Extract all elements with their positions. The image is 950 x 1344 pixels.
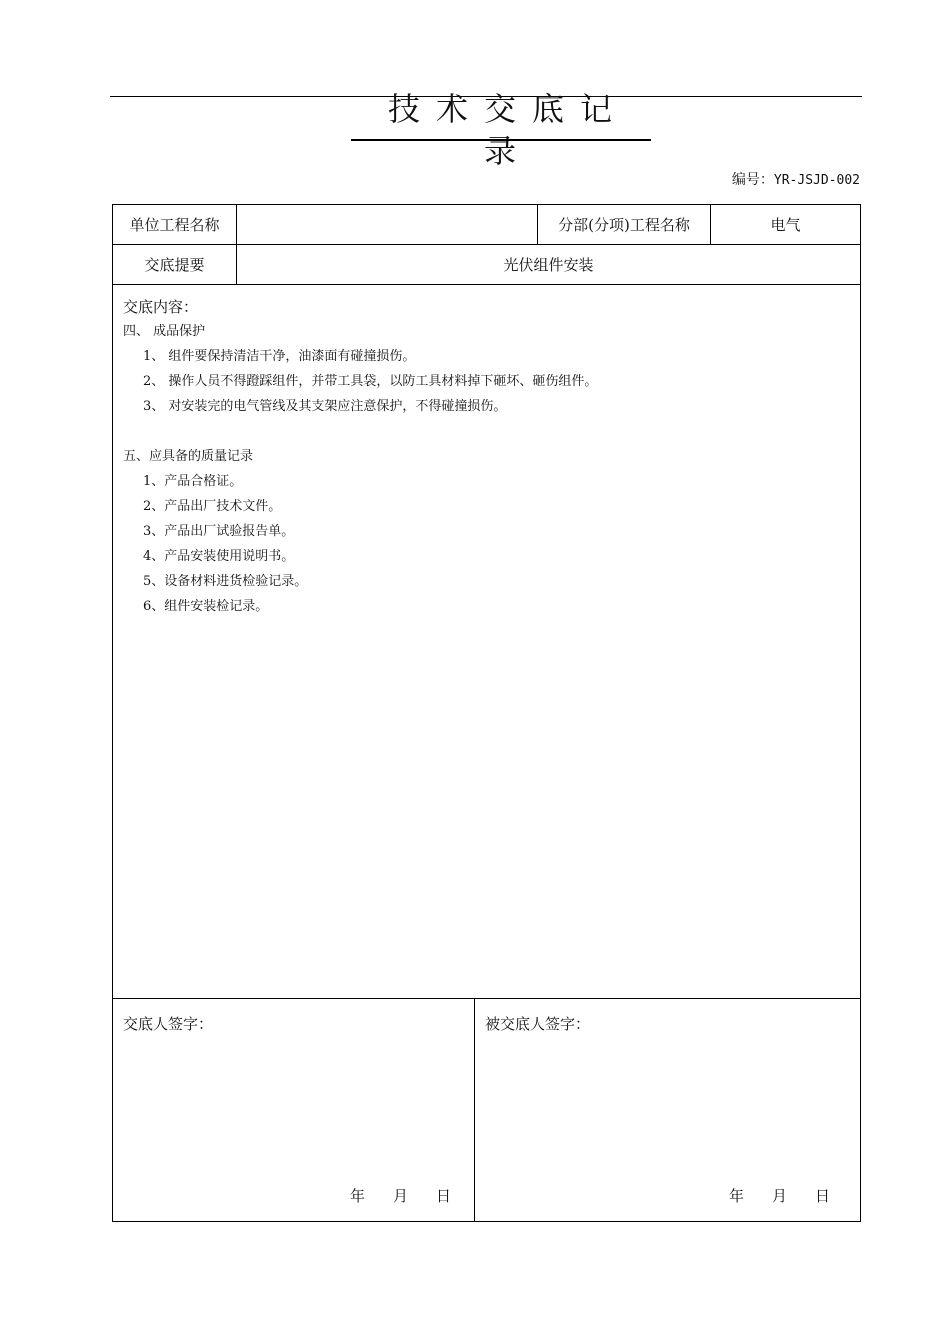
- document-number-value: YR-JSJD-002: [773, 173, 860, 188]
- receiver-date: [729, 1185, 830, 1206]
- title-underline: [351, 139, 651, 141]
- discloser-signature-box[interactable]: [113, 999, 475, 1221]
- list-item: 2、产品出厂技术文件。: [143, 499, 282, 514]
- summary-label: 交底提要: [113, 245, 237, 284]
- document-number: [732, 171, 860, 190]
- summary-field[interactable]: 光伏组件安装: [503, 256, 594, 274]
- list-item: 3、产品出厂试验报告单。: [143, 524, 295, 539]
- section-5-title: 五、应具备的质量记录: [123, 449, 254, 464]
- list-item: 2、 操作人员不得蹬踩组件，并带工具袋，以防工具材料掉下砸坏、砸伤组件。: [143, 374, 598, 389]
- summary-row: [113, 245, 860, 285]
- sub-project-field[interactable]: 电气: [770, 216, 801, 234]
- list-item: 1、产品合格证。: [143, 474, 243, 489]
- document-number-label: 编号：: [731, 172, 774, 188]
- list-item: 1、 组件要保持清洁干净，油漆面有碰撞损伤。: [143, 349, 416, 364]
- list-item: 6、组件安装检记录。: [143, 599, 269, 614]
- header-row: [113, 205, 860, 245]
- receiver-signature-label: 被交底人签字：: [485, 1015, 591, 1033]
- content-section: [113, 285, 860, 999]
- discloser-signature-label: 交底人签字：: [123, 1015, 214, 1033]
- content-heading: 交底内容：: [123, 298, 199, 316]
- list-item: 3、 对安装完的电气管线及其支架应注意保护，不得碰撞损伤。: [143, 399, 507, 414]
- unit-project-field[interactable]: [237, 205, 538, 244]
- record-form: [112, 204, 861, 1222]
- date-month: 月: [772, 1187, 788, 1205]
- sub-project-label: 分部(分项)工程名称: [538, 205, 711, 244]
- date-year: 年: [350, 1187, 366, 1205]
- date-day: 日: [815, 1187, 831, 1205]
- page-title: 技术交底记录: [387, 90, 628, 170]
- section-gap: [123, 419, 860, 444]
- list-item: 5、设备材料进货检验记录。: [143, 574, 308, 589]
- date-month: 月: [393, 1187, 409, 1205]
- unit-project-label: 单位工程名称: [113, 205, 237, 244]
- date-day: 日: [436, 1187, 452, 1205]
- section-4-title: 四、 成品保护: [123, 324, 206, 339]
- date-year: 年: [729, 1187, 745, 1205]
- receiver-signature-box[interactable]: [475, 999, 860, 1221]
- discloser-date: [350, 1185, 451, 1206]
- list-item: 4、产品安装使用说明书。: [143, 549, 295, 564]
